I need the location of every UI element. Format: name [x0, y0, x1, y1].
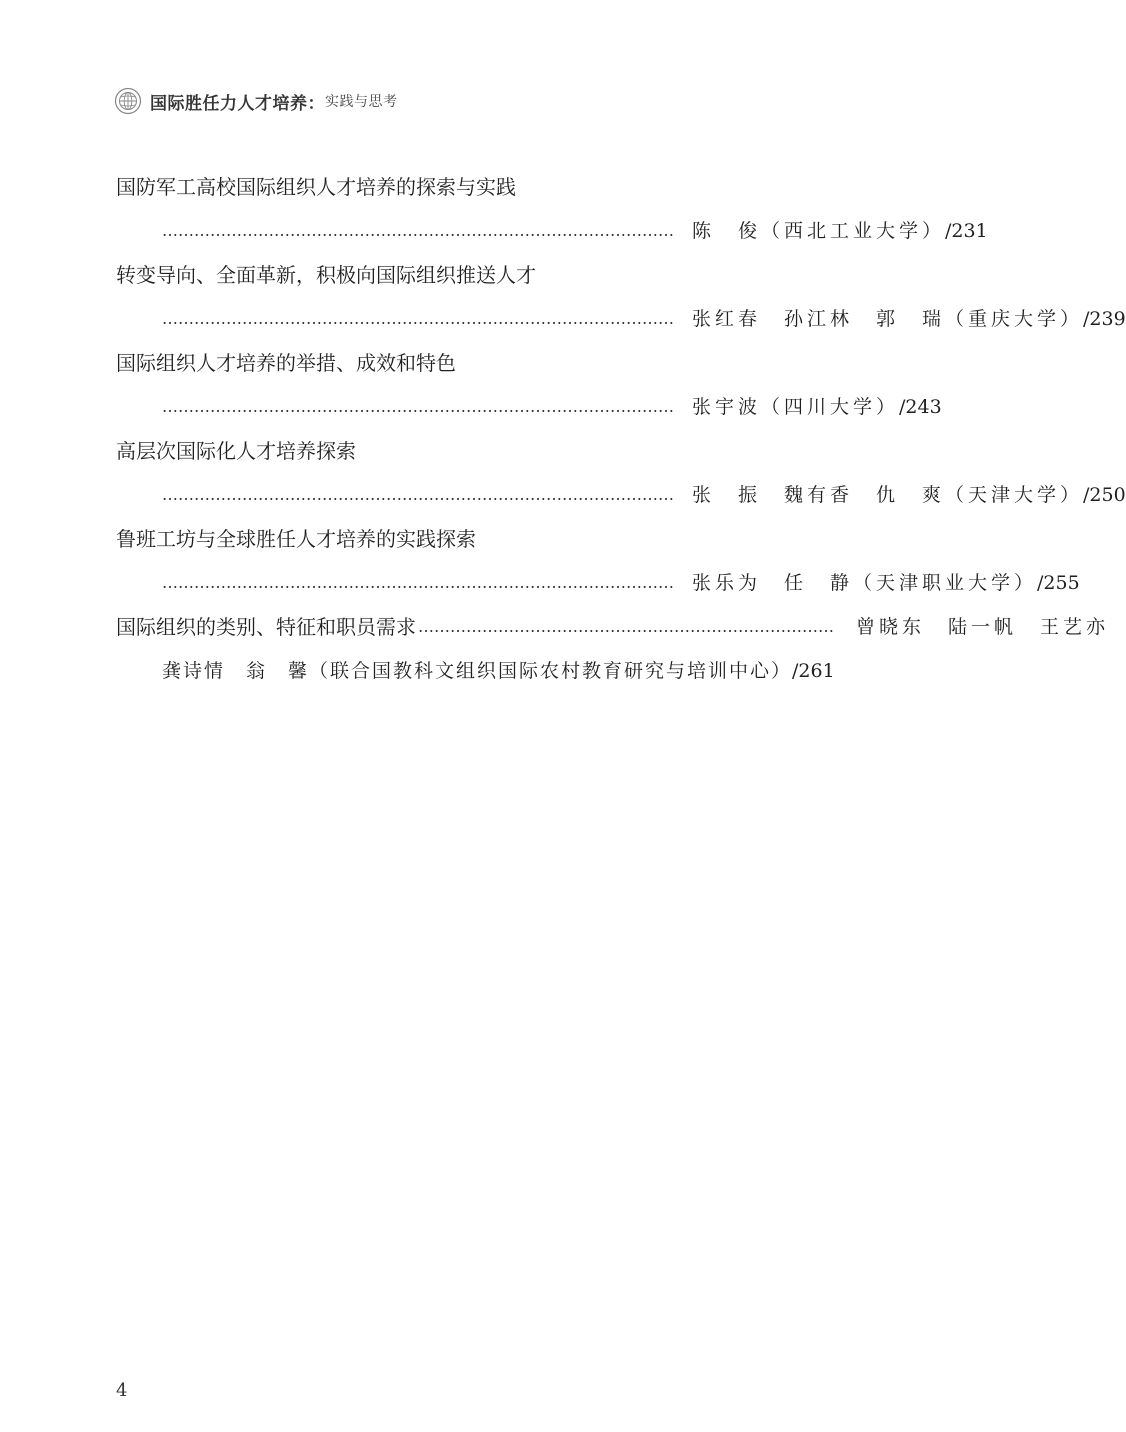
toc-entry-page: /239 [1083, 308, 1126, 330]
toc-entry-title: 鲁班工坊与全球胜任人才培养的实践探索 [116, 527, 476, 551]
toc-entry-author-line [116, 385, 942, 429]
book-subtitle: 实践与思考 [325, 94, 398, 110]
dot-leader: …………………………………………………………………… [418, 617, 834, 636]
dot-leader: …………………………………………………………………………………… [162, 309, 674, 328]
toc-entry-title: 转变导向、全面革新，积极向国际组织推送人才 [116, 263, 536, 287]
toc-entry-authors: 张红春 孙江林 郭 瑞（重庆大学） [692, 308, 1084, 330]
toc-entry-page: /250 [1083, 484, 1126, 506]
toc-entry[interactable] [116, 253, 1126, 341]
globe-icon [114, 87, 142, 115]
toc-entry-title: 国际组织人才培养的举措、成效和特色 [116, 351, 456, 375]
toc-entry[interactable] [116, 429, 1126, 517]
page-number: 4 [116, 1380, 128, 1401]
dot-leader: …………………………………………………………………………………… [162, 573, 674, 592]
toc-entry-author-line [116, 649, 884, 693]
toc-entry[interactable] [116, 165, 988, 253]
toc-entry-author-line [116, 209, 988, 253]
toc-entry-author-line [116, 473, 1126, 517]
toc-entry-title: 国防军工高校国际组织人才培养的探索与实践 [116, 175, 516, 199]
toc-entry-authors: 张宇波（四川大学） [692, 396, 900, 418]
table-of-contents [116, 165, 1126, 693]
toc-entry-authors: 陈 俊（西北工业大学） [692, 220, 946, 242]
toc-entry-title-line [116, 605, 1110, 649]
dot-leader: …………………………………………………………………………………… [162, 397, 674, 416]
toc-entry-authors-continued: 龚诗情 翁 馨（联合国教科文组织国际农村教育研究与培训中心） [162, 660, 793, 682]
toc-entry-title: 高层次国际化人才培养探索 [116, 439, 356, 463]
dot-leader: …………………………………………………………………………………… [162, 221, 674, 240]
book-title: 国际胜任力人才培养： [150, 93, 325, 114]
dot-leader: …………………………………………………………………………………… [162, 485, 674, 504]
toc-entry-author-line [116, 297, 1126, 341]
toc-entry-page: /255 [1037, 572, 1080, 594]
toc-entry-page: /243 [899, 396, 942, 418]
toc-entry[interactable] [116, 517, 1080, 605]
toc-entry-title: 国际组织的类别、特征和职员需求 [116, 615, 416, 639]
toc-entry-authors: 张 振 魏有香 仇 爽（天津大学） [692, 484, 1084, 506]
toc-entry[interactable] [116, 605, 1110, 693]
toc-entry-page: /261 [792, 660, 835, 682]
toc-entry-authors: 张乐为 任 静（天津职业大学） [692, 572, 1038, 594]
toc-entry[interactable] [116, 341, 942, 429]
running-header [114, 86, 398, 116]
toc-entry-authors: 曾晓东 陆一帆 王艺亦 [856, 616, 1110, 638]
toc-entry-page: /231 [945, 220, 988, 242]
toc-entry-author-line [116, 561, 1080, 605]
